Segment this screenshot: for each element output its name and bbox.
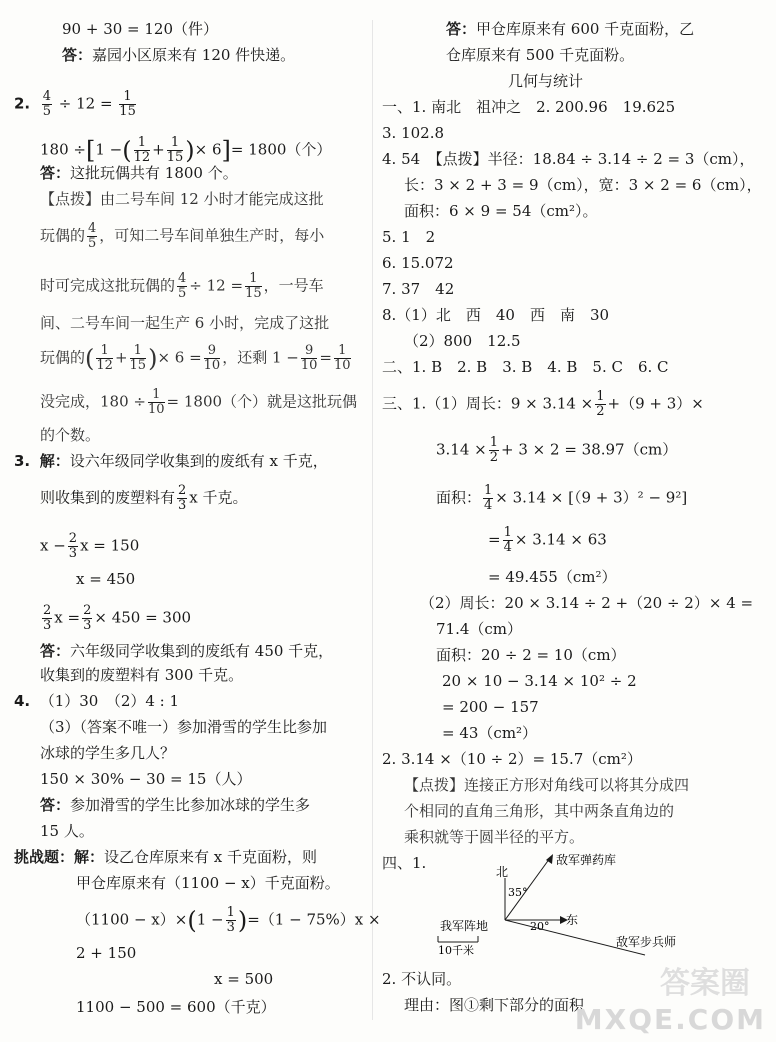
challenge-line: 甲仓库原来有（1100 − x）千克面粉。 [76,874,340,892]
part-3-line: 三、1.（1）周长：9 × 3.14 × $\frac{1}{2}$ +（9 + 3）× [382,389,704,419]
angle-label: 20° [530,920,550,933]
question-3-answer: 答：六年级同学收集到的废纸有 450 千克， [40,642,334,660]
direction-map [420,850,740,970]
equation: $\frac{2}{3}$ x = $\frac{2}{3}$ × 450 = 300 [43,603,192,633]
answer-line: 仓库原来有 500 千克面粉。 [446,46,635,64]
part-3-line: = 43（cm²） [442,724,538,742]
question-4-answer: 答：参加滑雪的学生比参加冰球的学生多 [40,796,311,814]
question-3-answer: 收集到的废塑料有 300 千克。 [40,666,244,684]
question-2-answer: 答：这批玩偶共有 1800 个。 [40,164,238,182]
hint-line: 玩偶的( $\frac{1}{12}$ + $\frac{1}{15}$ )× 6 = $\frac{9}{10}$ ，还剩 1 − $\frac{9}{10}$ = $\frac{1}{10}$ [40,343,351,373]
infantry-label: 敌军步兵师 [616,935,677,949]
geometry-line: 8.（1）北 西 40 西 南 30 [382,306,610,324]
column-divider [372,20,373,1020]
hint-line: 个相同的直角三角形，其中两条直角边的 [404,802,675,820]
section-4-label: 四、1. [382,854,427,872]
question-4-answer: 15 人。 [40,822,94,840]
geometry-line: 长：3 × 2 + 3 = 9（cm），宽：3 × 2 = 6（cm）， [404,176,762,194]
hint-line: 间、二号车间一起生产 6 小时，完成了这批 [40,314,330,332]
left-line-1: 90 + 30 = 120（件） [62,20,219,38]
watermark-logo: 答案圈 [660,966,750,1001]
answer-line: 答：甲仓库原来有 600 千克面粉，乙 [446,20,695,38]
question-4-line: 冰球的学生多几人？ [40,744,176,762]
choice-answers: 二、1. B 2. B 3. B 4. B 5. C 6. C [382,358,669,376]
angle-label: 35° [508,886,528,899]
answer-label: 答： [62,46,93,64]
q2b-line: 理由：图①剩下部分的面积 [404,996,585,1014]
section-title: 几何与统计 [508,72,584,90]
geometry-line: 一、1. 南北 祖冲之 2. 200.96 19.625 [382,98,676,116]
fraction: $\frac{1}{15}$ [166,135,184,165]
q2-right-line: 2. 3.14 ×（10 ÷ 2）= 15.7（cm²） [382,750,642,768]
equation: x = 450 [76,570,136,588]
hint-line: 乘积就等于圆半径的平方。 [404,828,585,846]
equation: x − $\frac{2}{3}$ x = 150 [40,531,140,561]
fraction: $\frac{1}{15}$ [119,89,136,119]
answer-line-1 [62,44,295,66]
hint-line: 没完成，180 ÷ $\frac{1}{10}$ = 1800（个）就是这批玩偶 [40,387,358,417]
fraction: $\frac{1}{12}$ [133,135,151,165]
part-3-line: 面积： $\frac{1}{4}$ × 3.14 × [（9 + 3）² − 9²] [436,483,688,513]
challenge-line-1: 挑战题：解：设乙仓库原来有 x 千克面粉，则 [14,848,318,866]
question-number: 2. [14,94,31,113]
hint-line: 【点拨】由二号车间 12 小时才能完成这批 [40,190,324,208]
question-4-line-1: 4. （1）30 （2）4 : 1 [14,692,180,710]
north-label: 北 [496,865,509,879]
scale-label: 10千米 [438,944,474,957]
ammo-depot-label: 敌军弹药库 [556,853,617,867]
geometry-line: 3. 102.8 [382,124,445,142]
hint-line: 的个数。 [40,426,101,444]
geometry-line: 6. 15.072 [382,254,454,272]
q2b-line: 2. 不认同。 [382,970,462,988]
part-3-line: 71.4（cm） [436,620,523,638]
part-3-line: 面积：20 ÷ 2 = 10（cm） [436,646,626,664]
challenge-line: （1100 − x）×(1 − $\frac{1}{3}$ )=（1 − 75%）x × [76,905,381,935]
part-3-line: = 200 − 157 [442,698,539,716]
challenge-line: 1100 − 500 = 600（千克） [76,998,276,1016]
watermark: MXQE.COM [574,1003,766,1036]
question-2-equation-2: 180 ÷[1 −( $\frac{1}{12}$ + $\frac{1}{15}$ )× 6]= 1800（个） [40,135,332,165]
our-base-label: 我军阵地 [440,919,489,933]
part-3-line: 3.14 × $\frac{1}{2}$ + 3 × 2 = 38.97（cm） [436,435,678,465]
answer-text: 嘉园小区原来有 120 件快递。 [92,46,296,64]
question-2-equation-1: 2. $\frac{4}{5}$ ÷ 12 = $\frac{1}{15}$ [14,89,136,119]
geometry-line: （2）800 12.5 [404,332,521,350]
part-3-line: （2）周长：20 × 3.14 ÷ 2 +（20 ÷ 2）× 4 = [420,594,754,612]
part-3-line: = $\frac{1}{4}$ × 3.14 × 63 [488,525,607,555]
geometry-line: 4. 54 【点拨】半径：18.84 ÷ 3.14 ÷ 2 = 3（cm）， [382,150,755,168]
question-3-line-2: 则收集到的废塑料有 $\frac{2}{3}$ x 千克。 [40,483,248,513]
part-3-line: = 49.455（cm²） [488,568,617,586]
geometry-line: 7. 37 42 [382,280,455,298]
hint-line: 【点拨】连接正方形对角线可以将其分成四 [404,776,690,794]
hint-line: 玩偶的 $\frac{4}{5}$ ，可知二号车间单独生产时，每小 [40,221,325,251]
geometry-line: 面积：6 × 9 = 54（cm²）。 [404,202,598,220]
part-3-line: 20 × 10 − 3.14 × 10² ÷ 2 [442,672,637,690]
question-4-line: （3）（答案不唯一）参加滑雪的学生比参加 [40,718,328,736]
fraction: $\frac{4}{5}$ [42,89,51,119]
challenge-line: x = 500 [214,970,274,988]
question-4-line: 150 × 30% − 30 = 15（人） [40,770,252,788]
question-3-line-1: 3. 解：设六年级同学收集到的废纸有 x 千克， [14,452,328,470]
geometry-line: 5. 1 2 [382,228,436,246]
hint-line: 时可完成这批玩偶的 $\frac{4}{5}$ ÷ 12 = $\frac{1}{15}$ ，一号车 [40,271,324,301]
challenge-line: 2 + 150 [76,944,137,962]
east-label: 东 [566,913,579,927]
